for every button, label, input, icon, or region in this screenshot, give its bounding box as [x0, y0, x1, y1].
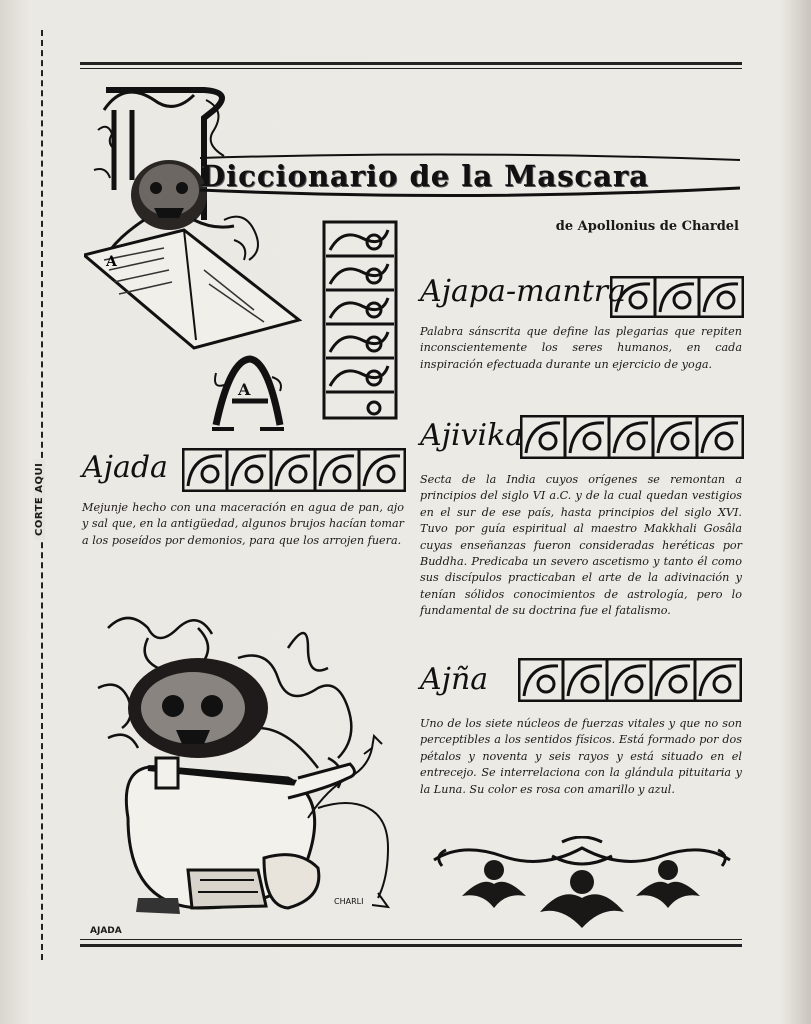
- cut-label: CORTE AQUI: [34, 459, 45, 540]
- ornament-column: [322, 220, 398, 420]
- drop-letter-ornament: [210, 355, 285, 435]
- skull-pot-illustration: [88, 608, 400, 926]
- entry-text-ajna: Uno de los siete núcleos de fuerzas vitales y que no son perceptibles a los sentidos físicos. Está formado por dos pétalos y noventa y seis rayos y está situado en el entrecejo. Se interrelaciona con la glándula pituitaria y la Luna. Su color es rosa con amarillo y azul.: [420, 717, 742, 796]
- title-illustration: [84, 70, 304, 350]
- drop-letter: A: [238, 380, 251, 399]
- top-rule: [80, 62, 742, 65]
- entry-title-ajada: Ajada: [82, 450, 168, 485]
- entry-text-ajapa-mantra: Palabra sánscrita que define las plegarias que repiten inconscientemente los seres humanos, en cada inspiración efectuada durante un ejercicio de yoga.: [420, 325, 742, 371]
- floral-ornament: [432, 836, 732, 936]
- page-title: Diccionario de la Mascara: [200, 159, 649, 193]
- title-banner: [200, 150, 740, 202]
- author-credit: de Apollonius de Chardel: [555, 219, 739, 234]
- ornament-band-ajada: [182, 448, 406, 492]
- ornament-band-ajna: [518, 658, 742, 702]
- entry-title-ajna: Ajña: [420, 662, 489, 697]
- ornament-band-ajapa: [610, 276, 744, 318]
- entry-text-ajivika: Secta de la India cuyos orígenes se remontan a principios del siglo VI a.C. y de la cual quedan vestigios en el sur de ese país, hasta principios del siglo XVI. Tuvo por guía espiritual al maestro Makkhali Gosâla cuyas enseñanzas fueron consideradas heréticas por Buddha. Predicaba un severo ascetismo y tanto él como sus discípulos practicaban el arte de la adivinación y tenían sólidos conocimientos de astrología, pero lo fundamental de su doctrina fue el fatalismo.: [420, 473, 742, 618]
- svg-text:A: A: [106, 254, 117, 270]
- bottom-rule-thin: [80, 939, 742, 940]
- bottom-rule: [80, 944, 742, 947]
- entry-title-ajivika: Ajivika: [420, 418, 524, 453]
- top-rule-thin: [80, 68, 742, 69]
- entry-title-ajapa-mantra: Ajapa-mantra: [420, 274, 627, 309]
- footer-label: AJADA: [90, 926, 122, 936]
- ornament-band-ajivika: [520, 415, 744, 459]
- illustration-signature: CHARLI: [334, 897, 364, 906]
- entry-text-ajada: Mejunje hecho con una maceración en agua de pan, ajo y sal que, en la antigüedad, algunos brujos hacían tomar a los poseídos por demonios, para que los arrojen fuera.: [82, 501, 404, 547]
